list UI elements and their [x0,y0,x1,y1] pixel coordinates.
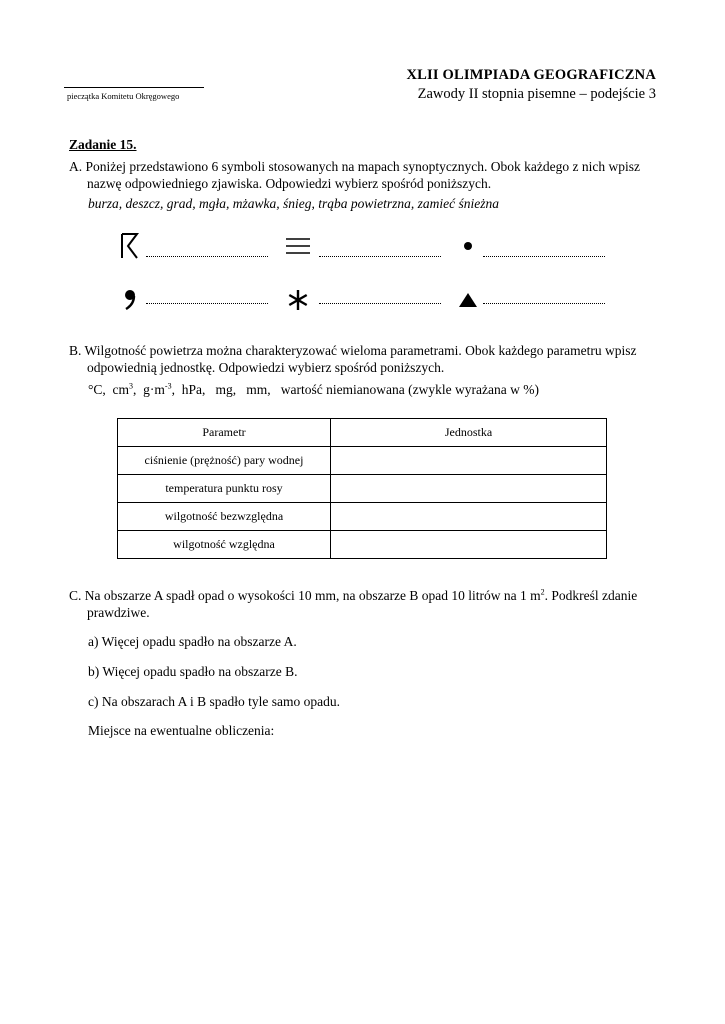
unit-answer-cell[interactable] [331,503,607,531]
answer-line-5[interactable] [319,303,441,304]
hail-symbol-icon [455,286,481,314]
snow-symbol-icon [285,286,311,314]
unit-gm3: $g\cdot m^{-3}$, [143,381,175,397]
part-a-line1: A. Poniżej przedstawiono 6 symboli stosowanych na mapach synoptycznych. Obok każdego z nich wpisz [69,159,640,174]
word-item: mżawka [232,196,277,211]
unit-answer-cell[interactable] [331,475,607,503]
word-item: zamieć śnieżna [417,196,500,211]
answer-line-4[interactable] [146,303,268,304]
answer-line-2[interactable] [319,256,441,257]
table-header-row [118,419,607,447]
olympiad-subtitle: Zawody II stopnia pisemne – podejście 3 [417,86,656,102]
fog-symbol-icon [285,232,311,260]
part-b-line2: odpowiednią jednostkę. Odpowiedzi wybierz spośród poniższych. [87,359,445,375]
parameter-cell: temperatura punktu rosy [118,475,331,503]
answer-line-3[interactable] [483,256,605,257]
option-a[interactable]: a) Więcej opadu spadło na obszarze A. [88,634,297,649]
table-row [118,447,607,475]
word-item: śnieg [283,196,312,211]
parameter-cell: wilgotność względna [118,531,331,559]
part-b-instructions [69,343,657,376]
part-b-line1: B. Wilgotność powietrza można charakteryzować wieloma parametrami. Obok każdego parametru wpisz [69,343,637,358]
thunderstorm-symbol-icon [117,232,143,260]
part-c-line1: C. Na obszarze A spadł opad o wysokości 10 mm, na obszarze B opad 10 litrów na 1 $m^2$. Podkreśl zdanie [69,587,638,603]
header-parametr: Parametr [118,419,331,447]
drizzle-symbol-icon [117,286,143,314]
word-item: trąba powietrzna [318,196,411,211]
olympiad-title: XLII OLIMPIADA GEOGRAFICZNA [406,67,656,83]
answer-line-6[interactable] [483,303,605,304]
word-item: grad [166,196,193,211]
calculation-label: Miejsce na ewentualne obliczenia: [88,723,275,738]
word-item: burza [88,196,119,211]
humidity-parameters-table [117,418,607,559]
part-a-line2: nazwę odpowiedniego zjawiska. Odpowiedzi wybierz spośród poniższych. [87,175,492,191]
unit-rest: hPa, mg, mm, wartość niemianowana (zwykle wyrażana w %) [181,382,539,397]
part-c-line2: prawdziwe. [87,604,150,620]
stamp-label: pieczątka Komitetu Okręgowego [67,91,180,101]
word-item: deszcz [125,196,161,211]
phenomena-word-list: burza, deszcz, grad, mgła, mżawka, śnieg, trąba powietrzna, zamieć śnieżna [88,196,500,211]
option-b[interactable]: b) Więcej opadu spadło na obszarze B. [88,664,298,679]
parameter-cell: ciśnienie (prężność) pary wodnej [118,447,331,475]
header-jednostka: Jednostka [331,419,607,447]
rain-symbol-icon [455,232,481,260]
unit-answer-cell[interactable] [331,531,607,559]
unit-answer-cell[interactable] [331,447,607,475]
part-a-instructions [69,159,657,192]
table-row [118,475,607,503]
word-item: mgła [199,196,227,211]
unit-cm3: $cm^3$, [112,381,137,397]
unit-celsius: °C, [88,382,106,397]
parameter-cell: wilgotność bezwzględna [118,503,331,531]
option-c[interactable]: c) Na obszarach A i B spadło tyle samo opadu. [88,694,340,709]
part-c-instructions [69,588,657,621]
table-row [118,503,607,531]
answer-line-1[interactable] [146,256,268,257]
table-row [118,531,607,559]
units-list [88,382,539,398]
task-title: Zadanie 15. [69,137,137,152]
stamp-line [64,87,204,88]
